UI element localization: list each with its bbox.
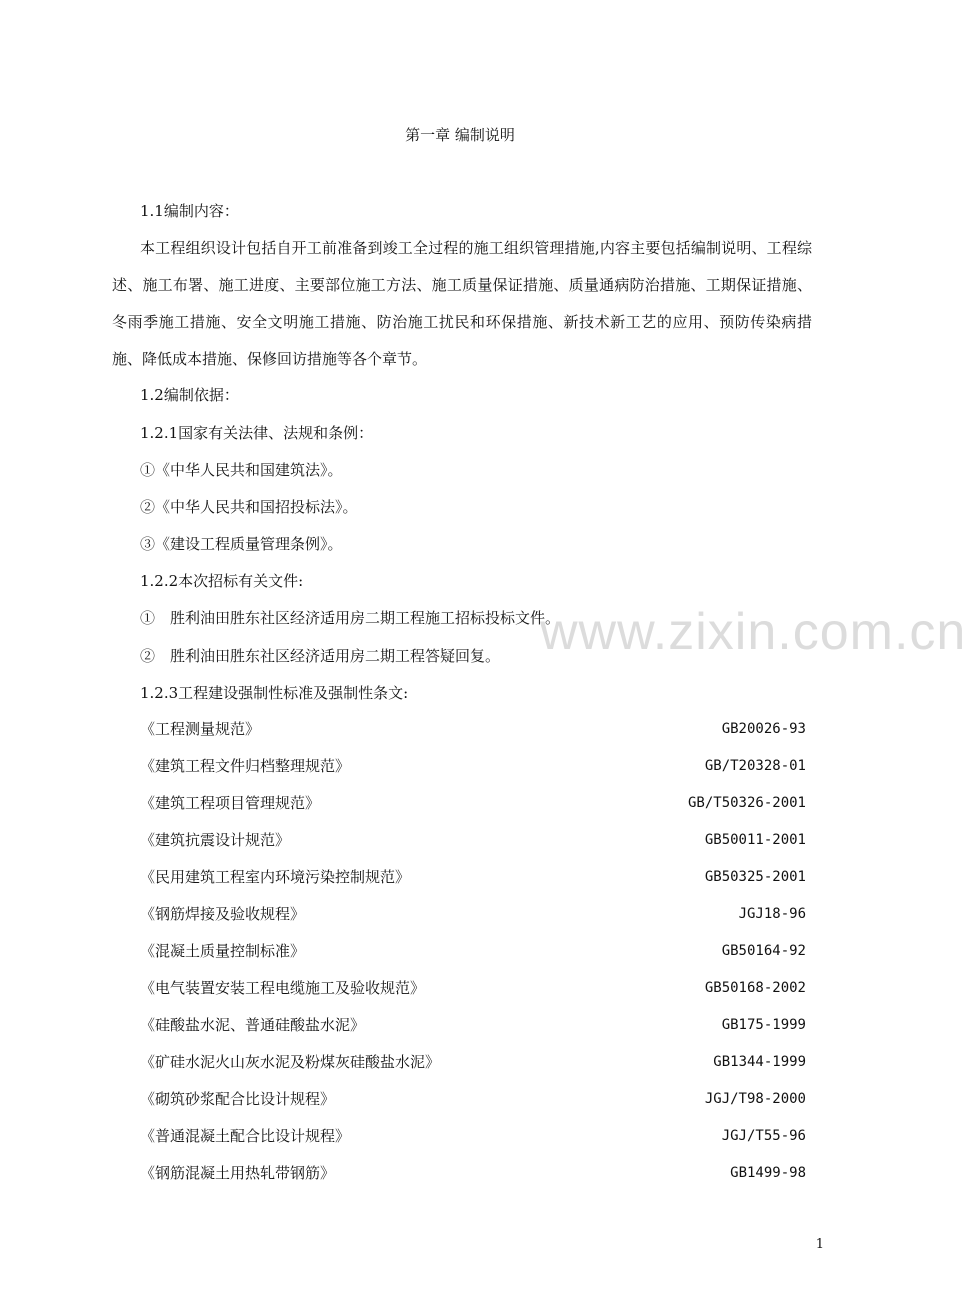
- standard-name: 《工程测量规范》: [140, 720, 261, 738]
- standard-name: 《民用建筑工程室内环境污染控制规范》: [140, 868, 411, 886]
- standard-row: [140, 1088, 806, 1110]
- standard-name: 《普通混凝土配合比设计规程》: [140, 1127, 351, 1145]
- standard-code: JGJ/T55-96: [721, 1128, 806, 1144]
- section-1-2-heading: 1.2编制依据：: [140, 386, 239, 404]
- standard-code: GB/T50326-2001: [687, 795, 806, 811]
- standard-name: 《混凝土质量控制标准》: [140, 942, 306, 960]
- chapter-title: 第一章 编制说明: [405, 126, 515, 144]
- standard-row: [140, 977, 806, 999]
- law-item: ①《中华人民共和国建筑法》。: [140, 461, 343, 479]
- standard-name: 《建筑抗震设计规范》: [140, 831, 291, 849]
- standard-row: [140, 1051, 806, 1073]
- standard-code: GB50164-92: [721, 943, 806, 959]
- watermark: www.zixin.com.cn: [540, 603, 966, 661]
- standard-code: GB/T20328-01: [704, 758, 806, 774]
- tender-doc-item: ① 胜利油田胜东社区经济适用房二期工程施工招标投标文件。: [140, 609, 561, 627]
- standard-row: [140, 1125, 806, 1147]
- law-item: ②《中华人民共和国招投标法》。: [140, 498, 358, 516]
- standard-row: [140, 718, 806, 740]
- standard-code: GB50168-2002: [704, 980, 806, 996]
- standard-code: GB20026-93: [721, 721, 806, 737]
- standard-name: 《砌筑砂浆配合比设计规程》: [140, 1090, 336, 1108]
- standard-name: 《矿硅水泥火山灰水泥及粉煤灰硅酸盐水泥》: [140, 1053, 441, 1071]
- standard-name: 《硅酸盐水泥、普通硅酸盐水泥》: [140, 1016, 366, 1034]
- standard-row: [140, 903, 806, 925]
- standard-code: GB50325-2001: [704, 869, 806, 885]
- section-1-2-2-heading: 1.2.2本次招标有关文件:: [140, 572, 304, 590]
- standard-code: GB1499-98: [730, 1165, 806, 1181]
- section-1-2-1-heading: 1.2.1国家有关法律、法规和条例：: [140, 424, 374, 442]
- standard-name: 《钢筋混凝土用热轧带钢筋》: [140, 1164, 336, 1182]
- tender-doc-item: ② 胜利油田胜东社区经济适用房二期工程答疑回复。: [140, 647, 501, 665]
- standard-row: [140, 755, 806, 777]
- page-number: 1: [815, 1237, 824, 1252]
- standard-name: 《钢筋焊接及验收规程》: [140, 905, 306, 923]
- standard-row: [140, 940, 806, 962]
- law-item: ③《建设工程质量管理条例》。: [140, 535, 343, 553]
- section-1-1-body: 本工程组织设计包括自开工前准备到竣工全过程的施工组织管理措施,内容主要包括编制说明、工程综述、施工布署、施工进度、主要部位施工方法、施工质量保证措施、质量通病防治措施、工期保证措施、冬雨季施工措施、安全文明施工措施、防治施工扰民和环保措施、新技术新工艺的应用、预防传染病措施、降低成本措施、保修回访措施等各个章节。: [112, 239, 812, 368]
- section-1-2-3-heading: 1.2.3工程建设强制性标准及强制性条文:: [140, 684, 409, 702]
- standard-name: 《建筑工程项目管理规范》: [140, 794, 321, 812]
- standard-row: [140, 829, 806, 851]
- standard-name: 《电气装置安装工程电缆施工及验收规范》: [140, 979, 426, 997]
- standard-name: 《建筑工程文件归档整理规范》: [140, 757, 351, 775]
- standard-row: [140, 866, 806, 888]
- section-1-1-heading-text: 1.1编制内容：: [140, 202, 239, 220]
- standard-code: GB50011-2001: [704, 832, 806, 848]
- standard-code: GB1344-1999: [713, 1054, 806, 1070]
- standard-row: [140, 792, 806, 814]
- standard-code: JGJ18-96: [738, 906, 806, 922]
- standard-code: GB175-1999: [721, 1017, 806, 1033]
- standard-code: JGJ/T98-2000: [704, 1091, 806, 1107]
- standard-row: [140, 1014, 806, 1036]
- section-1-1-heading: [140, 200, 239, 222]
- standard-row: [140, 1162, 806, 1184]
